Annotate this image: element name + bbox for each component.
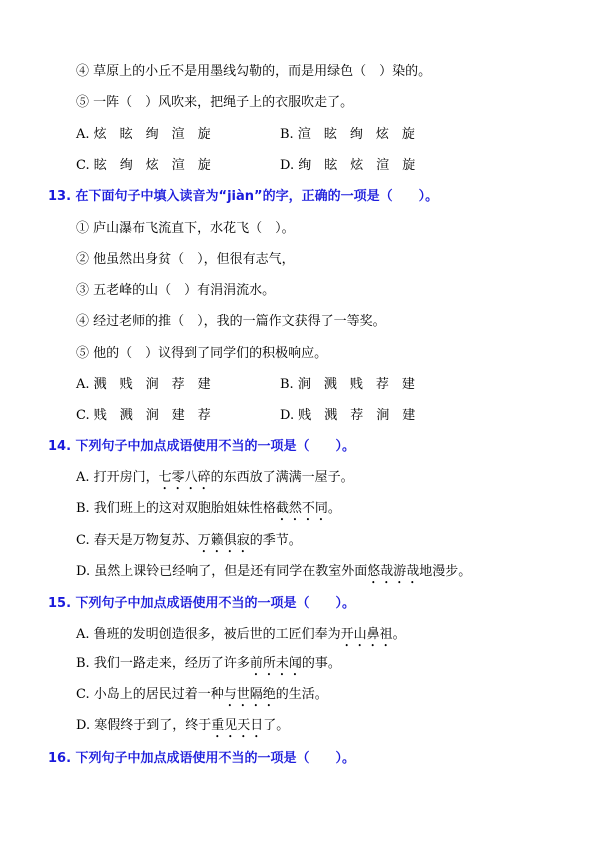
q12-option-b: B. 渲 眩 绚 炫 旋 (280, 127, 415, 142)
q13-item-1: ① 庐山瀑布飞流直下，水花飞（ ）。 (76, 221, 295, 236)
q14-a-text-before: A. 打开房门， (76, 470, 159, 485)
q15-option-a (76, 627, 406, 650)
q15-a-text-before: A. 鲁班的发明创造很多，被后世的工匠们奉为 (76, 627, 341, 642)
q15-d-text-before: D. 寒假终于到了，终于 (76, 718, 212, 733)
q14-d-text-after: 地漫步。 (419, 564, 472, 579)
q14-d-idiom: 悠哉游哉 (367, 564, 420, 579)
q13-option-d: D. 贱 溅 荐 涧 建 (280, 408, 416, 423)
q16-title: 16. 下列句子中加点成语使用不当的一项是（ ）。 (48, 751, 356, 766)
q14-b-text-before: B. 我们班上的这对双胞胎姐妹性格 (76, 501, 276, 516)
q15-option-b (76, 656, 341, 679)
q14-option-c (76, 533, 302, 556)
q15-option-d (76, 718, 289, 741)
q15-b-text-after: 的事。 (301, 656, 341, 671)
q14-d-text-before: D. 虽然上课铃已经响了，但是还有同学在教室外面 (76, 564, 368, 579)
q15-d-text-after: 了。 (263, 718, 290, 733)
q13-item-5: ⑤ 他的（ ）议得到了同学们的积极响应。 (76, 346, 328, 361)
q13-title: 13. 在下面句子中填入读音为“jiàn”的字，正确的一项是（ ）。 (48, 189, 439, 204)
q15-c-text-after: 的生活。 (275, 687, 328, 702)
q13-option-a: A. 溅 贱 涧 荐 建 (76, 377, 211, 392)
q12-option-a: A. 炫 眩 绚 渲 旋 (76, 127, 211, 142)
q12-option-c: C. 眩 绚 炫 渲 旋 (76, 158, 211, 173)
q14-c-text-after: 的季节。 (249, 533, 302, 548)
q15-b-text-before: B. 我们一路走来，经历了许多 (76, 656, 250, 671)
q15-c-idiom: 与世隔绝 (223, 687, 276, 702)
q12-item-4: ④ 草原上的小丘不是用墨线勾勒的，而是用绿色（ ）染的。 (76, 64, 432, 79)
q14-a-idiom: 七零八碎 (158, 470, 211, 485)
q15-option-c (76, 687, 328, 710)
q12-item-5: ⑤ 一阵（ ）风吹来，把绳子上的衣服吹走了。 (76, 95, 354, 110)
q15-a-idiom: 开山鼻祖 (340, 627, 393, 642)
q12-option-d: D. 绚 眩 炫 渲 旋 (280, 158, 416, 173)
q14-c-idiom: 万籁俱寂 (197, 533, 250, 548)
q14-title: 14. 下列句子中加点成语使用不当的一项是（ ）。 (48, 439, 356, 454)
q14-b-text-after: 。 (327, 501, 341, 516)
q15-title: 15. 下列句子中加点成语使用不当的一项是（ ）。 (48, 596, 356, 611)
q13-item-3: ③ 五老峰的山（ ）有涓涓流水。 (76, 283, 276, 298)
q14-option-d (76, 564, 471, 587)
q13-item-4: ④ 经过老师的推（ ），我的一篇作文获得了一等奖。 (76, 314, 386, 329)
q14-b-idiom: 截然不同 (275, 501, 328, 516)
q14-a-text-after: 的东西放了满满一屋子。 (210, 470, 354, 485)
q15-d-idiom: 重见天日 (211, 718, 264, 733)
q13-item-2: ② 他虽然出身贫（ ），但很有志气， (76, 252, 295, 267)
q15-c-text-before: C. 小岛上的居民过着一种 (76, 687, 224, 702)
q14-option-a (76, 470, 354, 493)
q13-option-b: B. 涧 溅 贱 荐 建 (280, 377, 415, 392)
q15-b-idiom: 前所未闻 (249, 656, 302, 671)
q14-option-b (76, 501, 341, 524)
q15-a-text-after: 。 (392, 627, 406, 642)
q13-option-c: C. 贱 溅 涧 建 荐 (76, 408, 211, 423)
q14-c-text-before: C. 春天是万物复苏、 (76, 533, 198, 548)
